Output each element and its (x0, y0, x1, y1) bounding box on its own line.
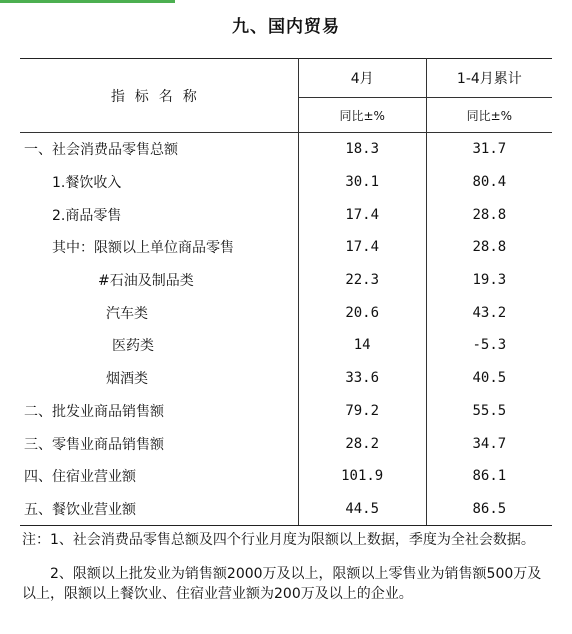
april-header: 4月 (298, 59, 426, 98)
row-label: 2.商品零售 (20, 198, 298, 231)
table-row (20, 296, 552, 329)
cumulative-value: 86.1 (472, 468, 507, 485)
row-label: 烟酒类 (20, 362, 298, 395)
april-value: 18.3 (298, 133, 426, 166)
april-value: 30.1 (298, 166, 426, 199)
footnote-2: 2、限额以上批发业为销售额2000万及以上，限额以上零售业为销售额500万及以上，限额以上餐饮业、住宿业营业额为200万及以上的企业。 (22, 566, 542, 602)
april-value: 20.6 (298, 296, 426, 329)
cumulative-value: 55.5 (472, 402, 507, 419)
row-label: 五、餐饮业营业额 (20, 493, 298, 526)
cumulative-value: -5.3 (472, 337, 507, 354)
row-label: 一、社会消费品零售总额 (20, 133, 298, 166)
trade-table (20, 58, 552, 526)
indicator-name-header: 指标名称 (20, 59, 298, 133)
row-label: 1.餐饮收入 (20, 166, 298, 199)
cumulative-value: 19.3 (472, 272, 507, 289)
table-row (20, 133, 552, 166)
row-label: 其中：限额以上单位商品零售 (20, 231, 298, 264)
cumulative-header: 1-4月累计 (426, 59, 552, 98)
row-label: 四、住宿业营业额 (20, 460, 298, 493)
april-value: 17.4 (298, 198, 426, 231)
april-value: 14 (298, 329, 426, 362)
table-row (20, 493, 552, 526)
april-value: 33.6 (298, 362, 426, 395)
row-label: 二、批发业商品销售额 (20, 395, 298, 428)
table-row (20, 198, 552, 231)
table-row (20, 329, 552, 362)
table-row (20, 166, 552, 199)
page-title: 九、国内贸易 (232, 17, 340, 37)
cumulative-value: 43.2 (472, 304, 507, 321)
table-row (20, 362, 552, 395)
footnote-1: 注：1、社会消费品零售总额及四个行业月度为限额以上数据，季度为全社会数据。 (22, 532, 535, 548)
cumulative-yoy-subheader: 同比±% (426, 98, 552, 133)
cumulative-value: 86.5 (426, 493, 552, 526)
april-value: 28.2 (298, 427, 426, 460)
table-row (20, 427, 552, 460)
cumulative-value: 34.7 (472, 435, 507, 452)
row-label: 汽车类 (20, 296, 298, 329)
top-accent-bar (0, 0, 175, 3)
table-row (20, 395, 552, 428)
april-value: 101.9 (298, 460, 426, 493)
row-label: 三、零售业商品销售额 (20, 427, 298, 460)
cumulative-value: 28.8 (472, 206, 507, 223)
cumulative-value: 40.5 (472, 370, 507, 387)
cumulative-value: 80.4 (472, 174, 507, 191)
cumulative-value: 31.7 (472, 141, 507, 158)
april-yoy-subheader: 同比±% (298, 98, 426, 133)
table-row (20, 460, 552, 493)
table-row (20, 264, 552, 297)
april-value: 79.2 (298, 395, 426, 428)
table-row (20, 231, 552, 264)
row-label: #石油及制品类 (20, 264, 298, 297)
footnotes (22, 530, 552, 604)
cumulative-value: 28.8 (472, 239, 507, 256)
row-label: 医药类 (20, 329, 298, 362)
april-value: 22.3 (298, 264, 426, 297)
april-value: 17.4 (298, 231, 426, 264)
april-value: 44.5 (298, 493, 426, 526)
